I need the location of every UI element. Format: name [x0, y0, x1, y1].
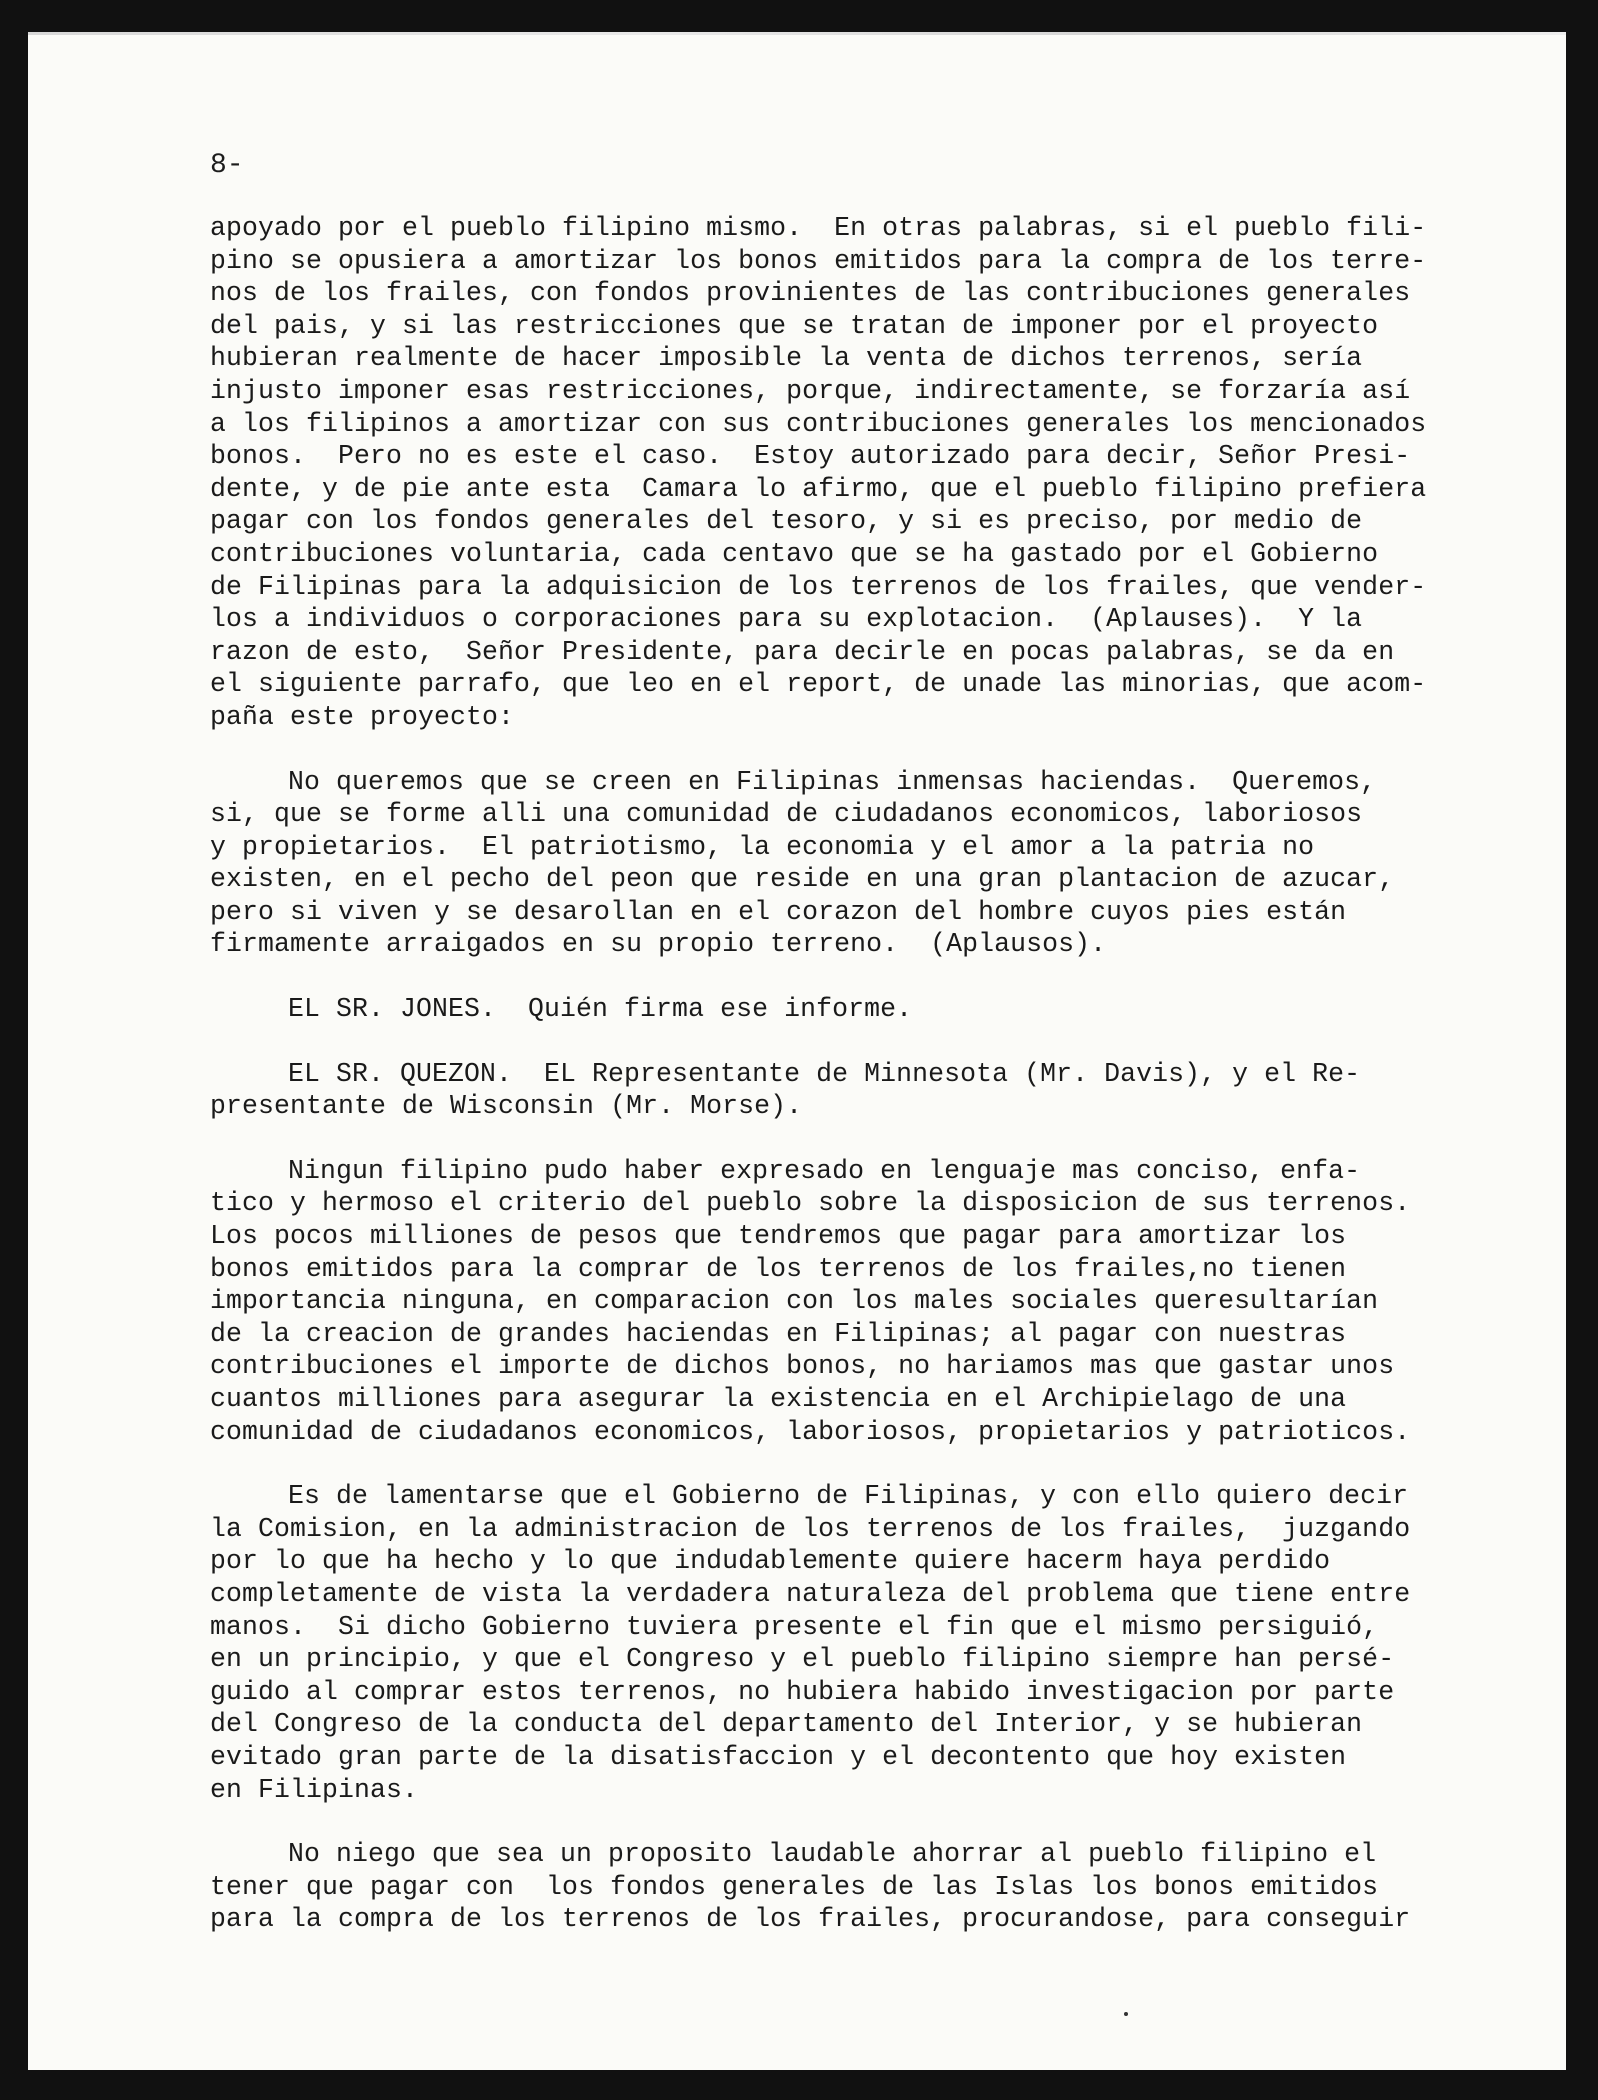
- text-line: pero si viven y se desarollan en el corazon del hombre cuyos pies están: [210, 896, 1347, 927]
- text-line: en Filipinas.: [210, 1774, 419, 1805]
- text-line: para la compra de los terrenos de los frailes, procurandose, para conseguir: [210, 1904, 1411, 1935]
- text-line: el siguiente parrafo, que leo en el report, de unade las minorias, que acom-: [210, 669, 1427, 700]
- text-line: Es de lamentarse que el Gobierno de Filipinas, y con ello quiero decir: [288, 1481, 1409, 1512]
- text-line: por lo que ha hecho y lo que indudablemente quiere hacerm haya perdido: [210, 1546, 1331, 1577]
- text-line: existen, en el pecho del peon que reside en una gran plantacion de azucar,: [210, 864, 1395, 895]
- text-line: si, que se forme alli una comunidad de ciudadanos economicos, laboriosos: [210, 799, 1363, 830]
- document-body: [210, 212, 1510, 1968]
- document-page: [28, 32, 1566, 2070]
- text-line: de la creacion de grandes haciendas en Filipinas; al pagar con nuestras: [210, 1318, 1347, 1349]
- quoted-paragraph: [210, 766, 1510, 962]
- text-line: No niego que sea un proposito laudable ahorrar al pueblo filipino el: [288, 1839, 1377, 1870]
- text-line: bonos emitidos para la comprar de los terrenos de los frailes,no tienen: [210, 1253, 1347, 1284]
- text-line: en un principio, y que el Congreso y el pueblo filipino siempre han persé-: [210, 1644, 1395, 1675]
- text-line: Los pocos milliones de pesos que tendremos que pagar para amortizar los: [210, 1221, 1347, 1252]
- text-line: guido al comprar estos terrenos, no hubiera habido investigacion por parte: [210, 1676, 1395, 1707]
- text-line: y propietarios. El patriotismo, la economia y el amor a la patria no: [210, 831, 1315, 862]
- text-line: tico y hermoso el criterio del pueblo sobre la disposicion de sus terrenos.: [210, 1188, 1411, 1219]
- text-line: presentante de Wisconsin (Mr. Morse).: [210, 1091, 803, 1122]
- text-line: pagar con los fondos generales del tesoro, y si es preciso, por medio de: [210, 506, 1363, 537]
- text-line: tener que pagar con los fondos generales de las Islas los bonos emitidos: [210, 1871, 1379, 1902]
- text-line: manos. Si dicho Gobierno tuviera presente el fin que el mismo persiguió,: [210, 1611, 1379, 1642]
- text-line: cuantos milliones para asegurar la existencia en el Archipielago de una: [210, 1384, 1347, 1414]
- speaker-jones: [210, 993, 1510, 1026]
- text-line: contribuciones el importe de dichos bonos, no hariamos mas que gastar unos: [210, 1351, 1395, 1382]
- text-line: la Comision, en la administracion de los terrenos de los frailes, juzgando: [210, 1513, 1411, 1544]
- text-line: paña este proyecto:: [210, 701, 515, 732]
- text-line: del Congreso de la conducta del departamento del Interior, y se hubieran: [210, 1709, 1363, 1740]
- paragraph-ningun: [210, 1155, 1510, 1448]
- text-line: a los filipinos a amortizar con sus contribuciones generales los mencionados: [210, 408, 1427, 439]
- text-line: razon de esto, Señor Presidente, para decirle en pocas palabras, se da en: [210, 636, 1395, 667]
- text-line: comunidad de ciudadanos economicos, laboriosos, propietarios y patrioticos.: [210, 1416, 1411, 1447]
- text-line: evitado gran parte de la disatisfaccion y el decontento que hoy existen: [210, 1741, 1347, 1772]
- text-line: No queremos que se creen en Filipinas inmensas haciendas. Queremos,: [288, 766, 1377, 797]
- text-line: Ningun filipino pudo haber expresado en lenguaje mas conciso, enfa-: [288, 1155, 1361, 1186]
- stray-dot-mark: [1124, 2012, 1128, 2016]
- text-line: importancia ninguna, en comparacion con los males sociales queresultarían: [210, 1286, 1379, 1317]
- text-line: contribuciones voluntaria, cada centavo que se ha gastado por el Gobierno: [210, 538, 1379, 569]
- text-line: apoyado por el pueblo filipino mismo. En otras palabras, si el pueblo fili-: [210, 213, 1427, 243]
- text-line: EL SR. JONES. Quién firma ese informe.: [288, 994, 913, 1025]
- text-line: hubieran realmente de hacer imposible la venta de dichos terrenos, sería: [210, 343, 1363, 374]
- text-line: de Filipinas para la adquisicion de los terrenos de los frailes, que vender-: [210, 571, 1427, 602]
- text-line: bonos. Pero no es este el caso. Estoy autorizado para decir, Señor Presi-: [210, 441, 1411, 472]
- paragraph-1: [210, 212, 1510, 734]
- text-line: los a individuos o corporaciones para su explotacion. (Aplauses). Y la: [210, 604, 1363, 635]
- text-line: injusto imponer esas restricciones, porque, indirectamente, se forzaría así: [210, 375, 1411, 406]
- paragraph-no-niego: [210, 1838, 1510, 1936]
- text-line: dente, y de pie ante esta Camara lo afirmo, que el pueblo filipino prefiera: [210, 473, 1427, 504]
- speaker-quezon: [210, 1058, 1510, 1123]
- text-line: EL SR. QUEZON. EL Representante de Minnesota (Mr. Davis), y el Re-: [288, 1058, 1361, 1089]
- text-line: pino se opusiera a amortizar los bonos emitidos para la compra de los terre-: [210, 245, 1427, 276]
- paragraph-lamentarse: [210, 1480, 1510, 1806]
- text-line: nos de los frailes, con fondos provinientes de las contribuciones generales: [210, 278, 1411, 309]
- text-line: completamente de vista la verdadera naturaleza del problema que tiene entre: [210, 1578, 1411, 1609]
- text-line: del pais, y si las restricciones que se tratan de imponer por el proyecto: [210, 310, 1379, 341]
- page-number: 8-: [210, 150, 244, 181]
- text-line: firmamente arraigados en su propio terreno. (Aplausos).: [210, 929, 1107, 960]
- page-top-edge: [28, 32, 1566, 35]
